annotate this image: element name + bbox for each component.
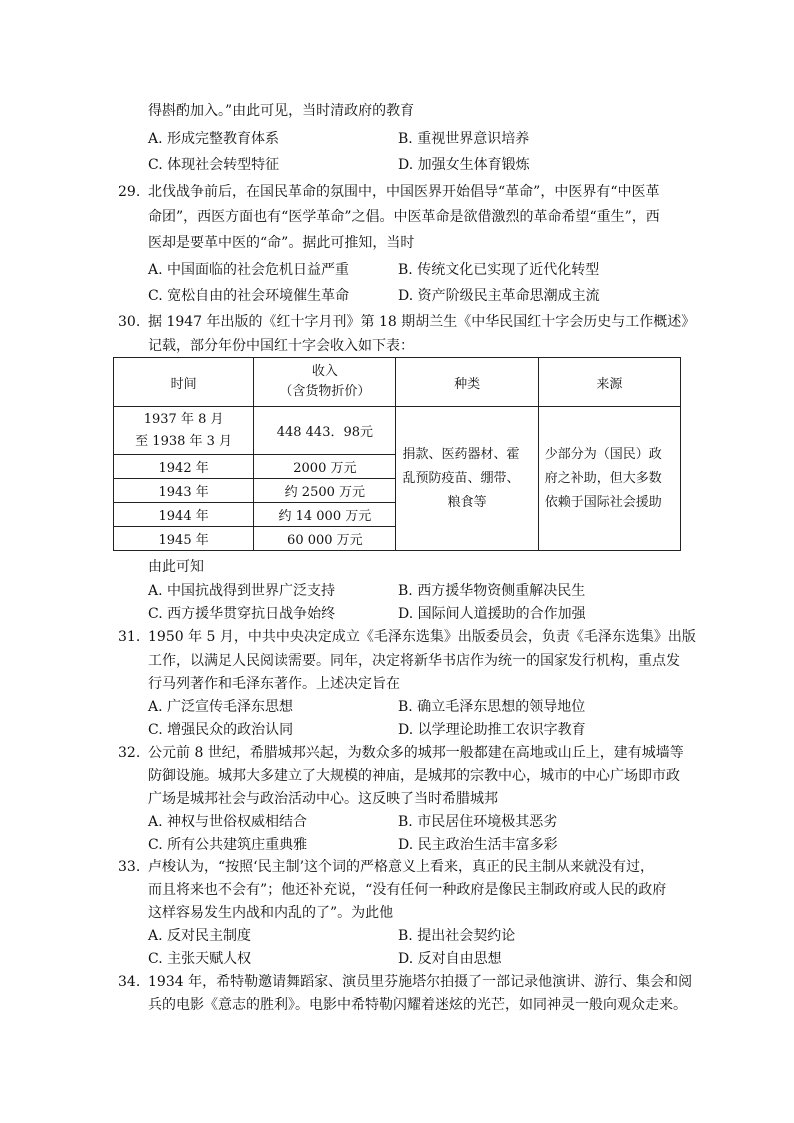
header-income — [254, 358, 396, 407]
q28-option-c: C. 体现社会转型特征 — [148, 157, 280, 173]
q28-option-b: B. 重视世界意识培养 — [398, 131, 530, 147]
source-cell — [538, 407, 680, 551]
q30-after: 由此可知 — [148, 559, 204, 575]
q33-option-b: B. 提出社会契约论 — [398, 928, 516, 944]
q29-line-3: 医却是要革中医的“命”。据此可推知，当时 — [148, 235, 415, 251]
q33-number: 33. — [118, 859, 141, 875]
red-cross-income-table — [113, 357, 681, 551]
q30-option-b: B. 西方援华物资侧重解决民生 — [398, 583, 586, 599]
row-time: 1944 年 — [114, 503, 254, 527]
q29-option-c: C. 宽松自由的社会环境催生革命 — [148, 288, 350, 304]
q28-text-tail: 得斟酌加入。”由此可见，当时清政府的教育 — [148, 103, 415, 119]
row-time — [114, 407, 254, 455]
q29-line-1: 北伐战争前后，在国民革命的氛围中，中国医界开始倡导“革命”，中医界有“中医革 — [148, 184, 660, 200]
q31-option-b: B. 确立毛泽东思想的领导地位 — [398, 699, 586, 715]
q32-option-c: C. 所有公共建筑庄重典雅 — [148, 837, 308, 853]
row-time: 1942 年 — [114, 455, 254, 479]
q33-option-d: D. 反对自由思想 — [398, 951, 502, 967]
q31-option-d: D. 以学理论助推工农识字教育 — [398, 722, 586, 738]
q32-option-b: B. 市民居住环境极其恶劣 — [398, 814, 558, 830]
row-time: 1943 年 — [114, 479, 254, 503]
header-kind: 种类 — [396, 358, 538, 407]
q29-option-a: A. 中国面临的社会危机日益严重 — [148, 262, 350, 278]
q28-option-d: D. 加强女生体育锻炼 — [398, 157, 530, 173]
row-income: 约 2500 万元 — [254, 479, 396, 503]
row-income: 约 14 000 万元 — [254, 503, 396, 527]
q30-option-a: A. 中国抗战得到世界广泛支持 — [148, 583, 336, 599]
q32-option-d: D. 民主政治生活丰富多彩 — [398, 837, 558, 853]
q30-line-1: 据 1947 年出版的《红十字月刊》第 18 期胡兰生《中华民国红十字会历史与工作概述》 — [148, 314, 696, 330]
kind-line-3: 粮食等 — [447, 494, 487, 510]
q33-line-3: 这样容易发生内战和内乱的了”。为此他 — [148, 905, 394, 921]
source-line-2: 府之补助，但大多数 — [544, 470, 662, 486]
kind-cell — [396, 407, 538, 551]
row-time: 1945 年 — [114, 527, 254, 551]
q29-option-d: D. 资产阶级民主革命思潮成主流 — [398, 288, 600, 304]
q29-line-2: 命团”，西医方面也有“医学革命”之倡。中医革命是欲借激烈的革命希望“重生”，西 — [148, 209, 660, 225]
q30-option-c: C. 西方援华贯穿抗日战争始终 — [148, 606, 336, 622]
q29-option-b: B. 传统文化已实现了近代化转型 — [398, 262, 600, 278]
q30-line-2: 记载，部分年份中国红十字会收入如下表： — [148, 338, 414, 354]
q31-option-c: C. 增强民众的政治认同 — [148, 722, 294, 738]
header-source: 来源 — [538, 358, 680, 407]
q34-line-1: 1934 年，希特勒邀请舞蹈家、演员里芬施塔尔拍摄了一部记录他演讲、游行、集会和阅 — [148, 974, 693, 990]
source-line-3: 依赖于国际社会援助 — [544, 494, 662, 510]
kind-line-1: 捐款、医药器材、霍 — [402, 446, 520, 462]
q32-line-2: 防御设施。城邦大多建立了大规模的神庙，是城邦的宗教中心，城市的中心广场即市政 — [148, 768, 680, 784]
row-income: 448 443．98元 — [254, 407, 396, 455]
header-income-note: （含货物折价） — [279, 384, 371, 399]
q32-line-1: 公元前 8 世纪，希腊城邦兴起，为数众多的城邦一般都建在高地或山丘上，建有城墙等 — [148, 745, 684, 761]
table-row — [114, 407, 681, 455]
q31-line-2: 工作，以满足人民阅读需要。同年，决定将新华书店作为统一的国家发行机构，重点发 — [148, 653, 680, 669]
row-income: 2000 万元 — [254, 455, 396, 479]
q31-option-a: A. 广泛宣传毛泽东思想 — [148, 699, 294, 715]
row-income: 60 000 万元 — [254, 527, 396, 551]
q33-option-a: A. 反对民主制度 — [148, 928, 252, 944]
q32-line-3: 广场是城邦社会与政治活动中心。这反映了当时希腊城邦 — [148, 791, 498, 807]
header-time: 时间 — [114, 358, 254, 407]
q33-option-c: C. 主张天赋人权 — [148, 951, 252, 967]
q31-line-1: 1950 年 5 月，中共中央决定成立《毛泽东选集》出版委员会，负责《毛泽东选集》出版 — [148, 629, 696, 645]
source-line-1: 少部分为（国民）政 — [544, 446, 662, 462]
q32-option-a: A. 神权与世俗权威相结合 — [148, 814, 308, 830]
kind-line-2: 乱预防疫苗、绷带、 — [402, 470, 520, 486]
q34-number: 34. — [118, 974, 141, 990]
q28-option-a: A. 形成完整教育体系 — [148, 131, 280, 147]
q31-line-3: 行马列著作和毛泽东著作。上述决定旨在 — [148, 676, 400, 692]
q34-line-2: 兵的电影《意志的胜利》。电影中希特勒闪耀着迷炫的光芒，如同神灵一般向观众走来。 — [148, 997, 687, 1013]
header-income-label: 收入 — [311, 364, 338, 379]
q30-option-d: D. 国际间人道援助的合作加强 — [398, 606, 586, 622]
row-time-line-2: 至 1938 年 3 月 — [135, 433, 233, 449]
row-time-line-1: 1937 年 8 月 — [143, 411, 224, 427]
q33-line-1: 卢梭认为，“按照‘民主制’这个词的严格意义上看来，真正的民主制从来就没有过， — [148, 859, 655, 875]
q33-line-2: 而且将来也不会有”；他还补充说，“没有任何一种政府是像民主制政府或人民的政府 — [148, 882, 667, 898]
q30-number: 30. — [118, 314, 141, 330]
q32-number: 32. — [118, 745, 141, 761]
q31-number: 31. — [118, 629, 141, 645]
q29-number: 29. — [118, 184, 141, 200]
